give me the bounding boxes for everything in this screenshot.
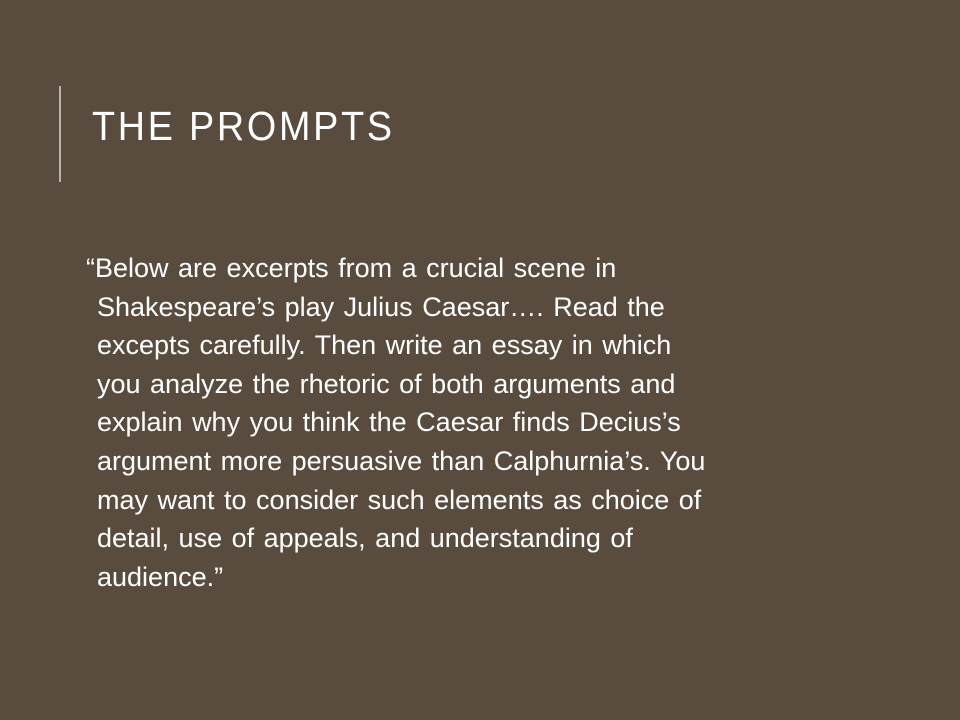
prompt-quote	[80, 249, 840, 596]
title-accent-bar	[59, 86, 61, 182]
slide-title: THE PROMPTS	[92, 103, 395, 149]
prompt-line: may want to consider such elements as choice of	[97, 484, 702, 515]
prompt-line: detail, use of appeals, and understanding of	[97, 523, 633, 554]
prompt-line: explain why you think the Caesar finds Decius’s	[97, 407, 681, 438]
prompt-line: argument more persuasive than Calphurnia’s. You	[97, 445, 706, 476]
prompt-line: excepts carefully. Then write an essay in which	[97, 330, 672, 361]
prompt-line: Shakespeare’s play Julius Caesar…. Read the	[97, 291, 665, 322]
prompt-line: audience.”	[97, 561, 224, 592]
prompt-line: you analyze the rhetoric of both arguments and	[97, 368, 676, 399]
prompt-line: “Below are excerpts from a crucial scene in	[86, 253, 617, 283]
